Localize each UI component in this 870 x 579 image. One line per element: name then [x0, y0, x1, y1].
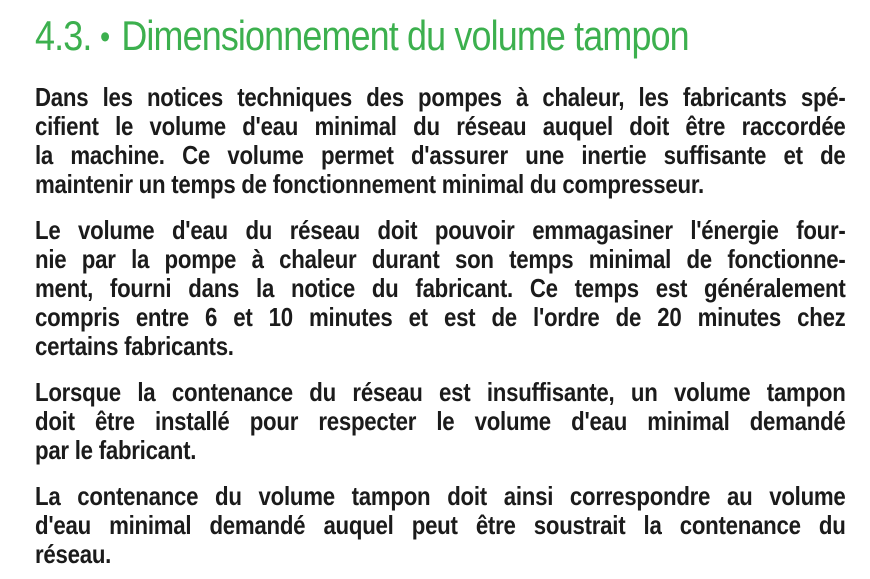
text-line: d'eau minimal demandé auquel peut être soustrait la contenance du [35, 510, 846, 540]
text-line: compris entre 6 et 10 minutes et est de l'ordre de 20 minutes chez [35, 302, 846, 332]
text-line: ment, fourni dans la notice du fabricant. Ce temps est généralement [35, 273, 846, 303]
paragraph [35, 216, 846, 361]
section-title: Dimensionnement du volume tampon [121, 12, 689, 59]
text-line: cifient le volume d'eau minimal du réseau auquel doit être raccordée [35, 111, 846, 141]
section-heading [35, 12, 846, 60]
text-line: Lorsque la contenance du réseau est insuffisante, un volume tampon [35, 377, 846, 407]
section-number: 4.3. [35, 12, 92, 59]
text-line: La contenance du volume tampon doit ainsi correspondre au volume [35, 481, 846, 511]
text-line: nie par la pompe à chaleur durant son temps minimal de fonctionne- [35, 244, 846, 274]
text-line: par le fabricant. [35, 435, 197, 465]
paragraph [35, 83, 846, 199]
content-column [35, 12, 846, 569]
text-line: Le volume d'eau du réseau doit pouvoir emmagasiner l'énergie four- [35, 215, 846, 245]
text-line: la machine. Ce volume permet d'assurer une inertie suffisante et de [35, 140, 846, 170]
paragraph [35, 482, 846, 569]
text-line: réseau. [35, 539, 112, 569]
text-line: Dans les notices techniques des pompes à chaleur, les fabricants spé- [35, 82, 846, 112]
text-line: certains fabricants. [35, 331, 234, 361]
paragraph [35, 378, 846, 465]
text-line: doit être installé pour respecter le volume d'eau minimal demandé [35, 406, 846, 436]
bullet-icon: • [100, 18, 110, 56]
text-line: maintenir un temps de fonctionnement minimal du compresseur. [35, 169, 704, 199]
